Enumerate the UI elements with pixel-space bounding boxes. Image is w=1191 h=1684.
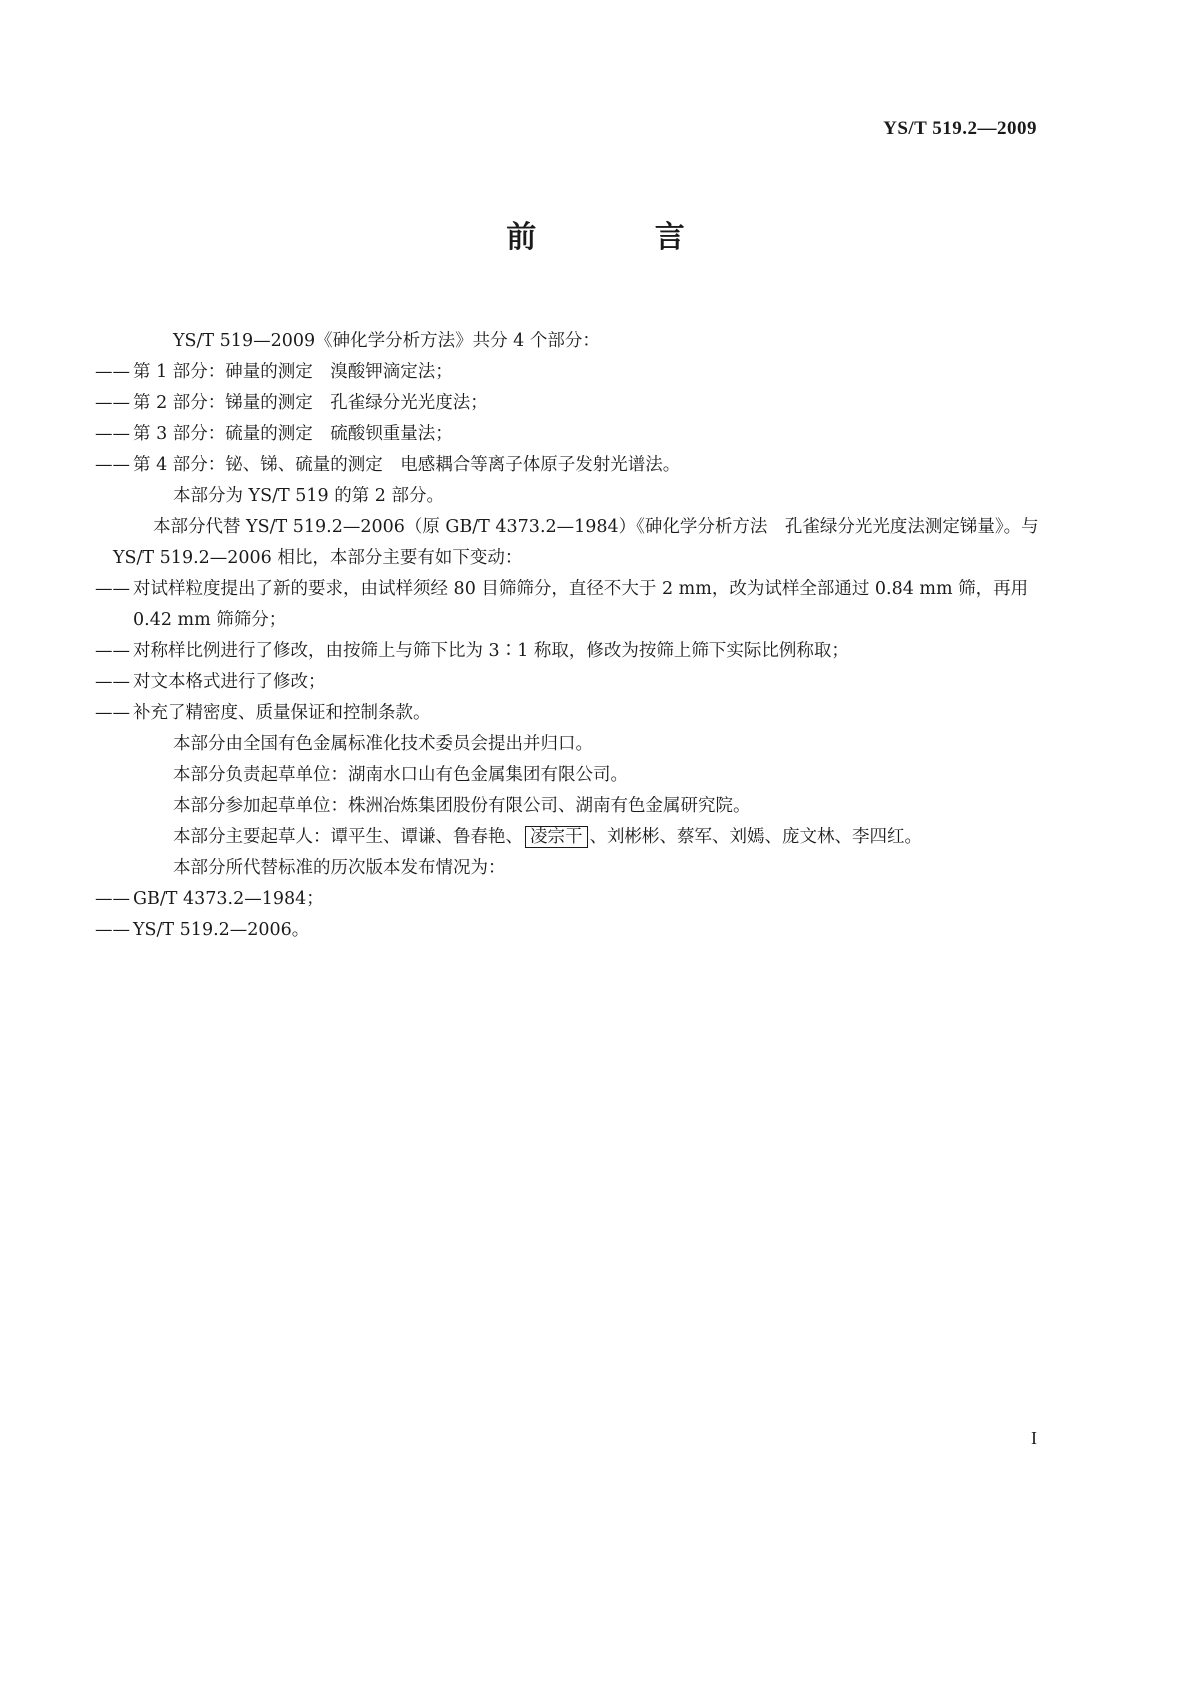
history-intro-paragraph: 本部分所代替标准的历次版本发布情况为： xyxy=(173,858,506,878)
foreword-body xyxy=(95,326,1058,946)
page-title: 前 言 xyxy=(506,220,739,255)
drafters-text-after: 、刘彬彬、蔡军、刘嫣、庞文林、李四红。 xyxy=(589,827,922,847)
intro-paragraph: YS/T 519—2009《砷化学分析方法》共分 4 个部分： xyxy=(173,331,600,351)
dash-marker: —— xyxy=(95,672,130,692)
list-item-text: 对文本格式进行了修改； xyxy=(133,672,326,692)
list-item-change-3 xyxy=(95,667,1058,698)
boxed-drafter-name: 凌宗干 xyxy=(525,826,588,848)
list-item-text: 对试样粒度提出了新的要求，由试样须经 80 目筛筛分，直径不大于 2 mm，改为试样全部通过 0.84 mm 筛，再用 0.42 mm 筛筛分； xyxy=(133,579,1029,630)
dash-marker: —— xyxy=(95,920,130,940)
dash-marker: —— xyxy=(95,703,130,723)
proposed-by-paragraph: 本部分由全国有色金属标准化技术委员会提出并归口。 xyxy=(173,734,593,754)
list-item-part-1 xyxy=(95,357,1058,388)
list-item-part-3 xyxy=(95,419,1058,450)
list-item-text: 第 4 部分：铋、锑、硫量的测定 电感耦合等离子体原子发射光谱法。 xyxy=(133,455,681,475)
list-item-part-4 xyxy=(95,450,1058,481)
list-item-change-2 xyxy=(95,636,1058,667)
standard-code: YS/T 519.2—2009 xyxy=(883,118,1037,139)
dash-marker: —— xyxy=(95,579,130,599)
dash-marker: —— xyxy=(95,641,130,661)
list-item-text: GB/T 4373.2—1984； xyxy=(133,889,324,909)
page-number: I xyxy=(1031,1428,1037,1448)
list-item-change-4 xyxy=(95,698,1058,729)
list-item-text: 第 1 部分：砷量的测定 溴酸钾滴定法； xyxy=(133,362,453,382)
dash-marker: —— xyxy=(95,362,130,382)
participating-units-paragraph: 本部分参加起草单位：株洲冶炼集团股份有限公司、湖南有色金属研究院。 xyxy=(173,796,751,816)
drafters-paragraph xyxy=(133,822,1058,853)
list-item-text: 补充了精密度、质量保证和控制条款。 xyxy=(133,703,431,723)
replaces-paragraph: 本部分代替 YS/T 519.2—2006（原 GB/T 4373.2—1984）《砷化学分析方法 孔雀绿分光光度法测定锑量》。与 YS/T 519.2—2006 相比，本部分主要有如下变动： xyxy=(113,517,1039,568)
list-item-text: 第 3 部分：硫量的测定 硫酸钡重量法； xyxy=(133,424,453,444)
dash-marker: —— xyxy=(95,424,130,444)
dash-marker: —— xyxy=(95,393,130,413)
list-item-history-2 xyxy=(95,915,1058,946)
list-item-text: 对称样比例进行了修改，由按筛上与筛下比为 3∶1 称取，修改为按筛上筛下实际比例称取； xyxy=(133,641,849,661)
dash-marker: —— xyxy=(95,455,130,475)
list-item-text: YS/T 519.2—2006。 xyxy=(133,920,310,940)
dash-marker: —— xyxy=(95,889,130,909)
drafters-text-before: 本部分主要起草人：谭平生、谭谦、鲁春艳、 xyxy=(173,827,523,847)
list-item-text: 第 2 部分：锑量的测定 孔雀绿分光光度法； xyxy=(133,393,488,413)
list-item-history-1 xyxy=(95,884,1058,915)
list-item-change-1 xyxy=(95,574,1058,636)
list-item-part-2 xyxy=(95,388,1058,419)
drafting-unit-paragraph: 本部分负责起草单位：湖南水口山有色金属集团有限公司。 xyxy=(173,765,628,785)
this-part-paragraph: 本部分为 YS/T 519 的第 2 部分。 xyxy=(173,486,444,506)
